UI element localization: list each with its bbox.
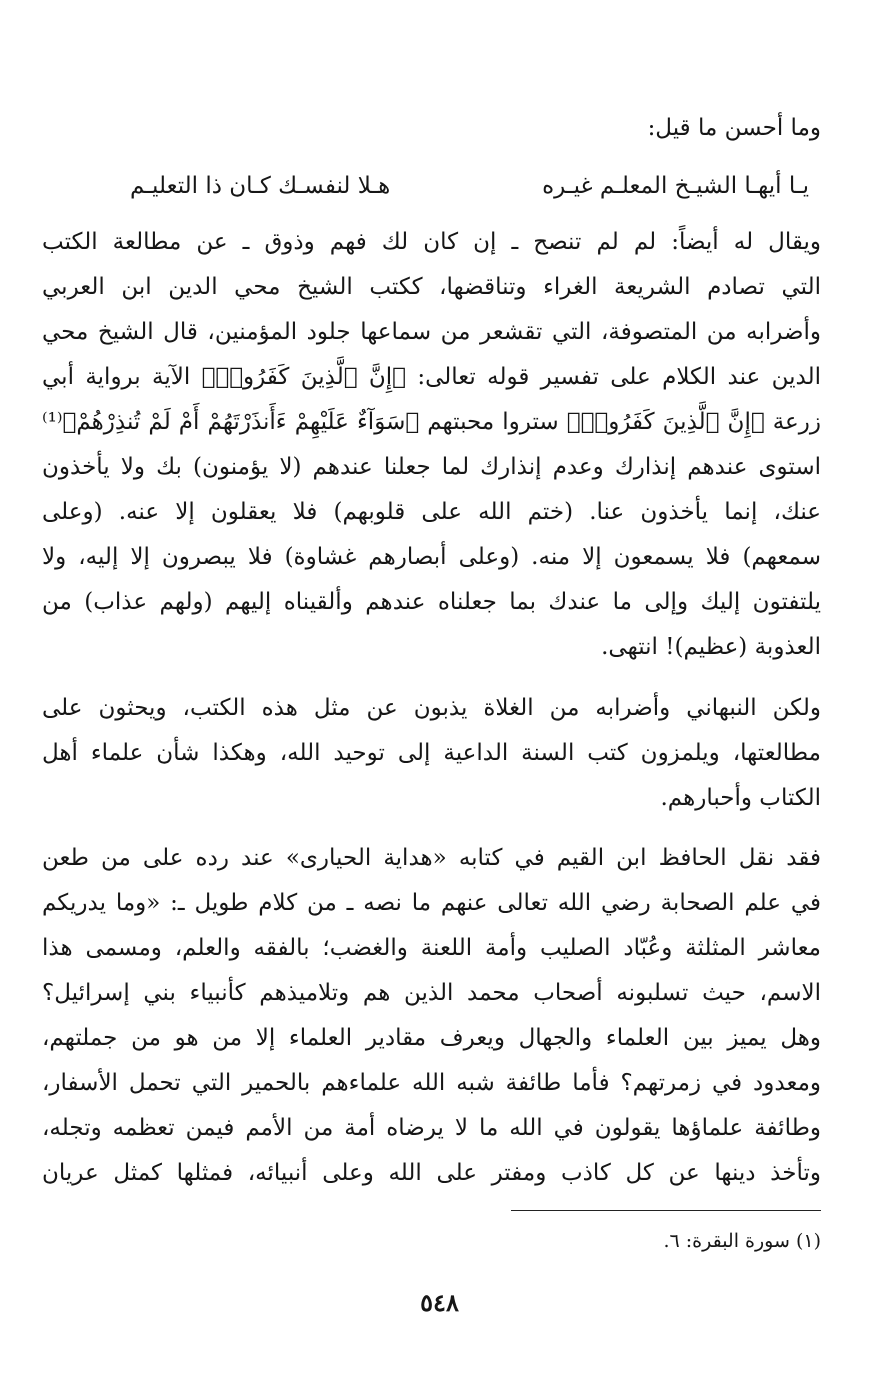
text-line: فقد نقل الحافظ ابن القيم في كتابه «هداية الحيارى» عند رده على من طعن: [42, 845, 821, 871]
text-line: سمعهم) فلا يسمعون إلا منه. (وعلى أبصارهم غشاوة) فلا يبصرون إلا إليه، ولا: [42, 544, 821, 570]
paragraph-1: [42, 220, 821, 670]
text-line: وطائفة علماؤها يقولون في الله ما لا يرضاه أمة من الأمم فيمن تعظمه وتجله،: [42, 1115, 821, 1141]
text-line: ولكن النبهاني وأضرابه من الغلاة يذبون عن مثل هذه الكتب، ويحثون على: [42, 695, 821, 721]
text-line: التي تصادم الشريعة الغراء وتناقضها، ككتب الشيخ محي الدين ابن العربي: [42, 274, 821, 300]
text-line: وأضرابه من المتصوفة، التي تقشعر من سماعها جلود المؤمنين، قال الشيخ محي: [42, 319, 821, 345]
text-line: عنك، إنما يأخذون عنا. (ختم الله على قلوبهم) فلا يعقلون إلا عنه. (وعلى: [42, 499, 821, 525]
text-line: زرعة ﴿إِنَّ ٱلَّذِينَ كَفَرُوا۟﴾ ستروا محبتهم ﴿سَوَآءٌ عَلَيْهِمْ ءَأَنذَرْتَهُمْ أَمْ لَمْ تُنذِرْهُمْ﴾⁽¹⁾: [42, 409, 821, 435]
text-line: معاشر المثلثة وعُبّاد الصليب وأمة اللعنة والغضب؛ بالفقه والعلم، ومسمى هذا: [42, 935, 821, 961]
text-line: مطالعتها، ويلمزون كتب السنة الداعية إلى توحيد الله، وهكذا شأن علماء أهل: [42, 740, 821, 766]
text-line: ويقال له أيضاً: لم لم تنصح ـ إن كان لك فهم وذوق ـ عن مطالعة الكتب: [42, 229, 821, 255]
text-line: العذوبة (عظيم)! انتهى.: [601, 634, 821, 660]
text-line: ومعدود في زمرتهم؟ فأما طائفة شبه الله علماءهم بالحمير التي تحمل الأسفار،: [42, 1070, 821, 1096]
text-line: استوى عندهم إنذارك وعدم إنذارك لما جعلنا عندهم (لا يؤمنون) بك ولا يأخذون: [42, 454, 821, 480]
verse-second-hemistich: هـلا لنفسـك كـان ذا التعليـم: [130, 173, 391, 199]
footnote: (١) سورة البقرة: ٦.: [663, 1230, 821, 1252]
footnote-divider: [511, 1210, 821, 1211]
paragraph-3: [42, 836, 821, 1196]
text-line: وتأخذ دينها عن كل كاذب ومفتر على الله وعلى أنبيائه، فمثلها كمثل عريان: [42, 1160, 821, 1186]
page-number: ٥٤٨: [420, 1288, 459, 1317]
text-line: الكتاب وأحبارهم.: [660, 785, 821, 811]
text-line: يلتفتون إليك وإلى ما عندك بما جعلناه عندهم وألقيناه إليهم (ولهم عذاب) من: [42, 589, 821, 615]
text-line: الاسم، حيث تسلبونه أصحاب محمد الذين هم وتلاميذهم كأنبياء بني إسرائيل؟: [42, 980, 821, 1006]
intro-line: وما أحسن ما قيل:: [647, 115, 821, 141]
paragraph-2: [42, 686, 821, 821]
verse-first-hemistich: يـا أيهـا الشيـخ المعلـم غيـره: [542, 173, 809, 199]
text-line: الدين عند الكلام على تفسير قوله تعالى: ﴿إِنَّ ٱلَّذِينَ كَفَرُوا۟﴾ الآية برواية أبي: [42, 364, 821, 390]
poetry-verse: [130, 161, 809, 211]
text-line: وهل يميز بين العلماء والجهال ويعرف مقادير العلماء إلا من هو من جملتهم،: [42, 1025, 821, 1051]
intro-block: [42, 106, 821, 151]
text-line: في علم الصحابة رضي الله تعالى عنهم ما نصه ـ من كلام طويل ـ: «وما يدريكم: [42, 890, 821, 916]
